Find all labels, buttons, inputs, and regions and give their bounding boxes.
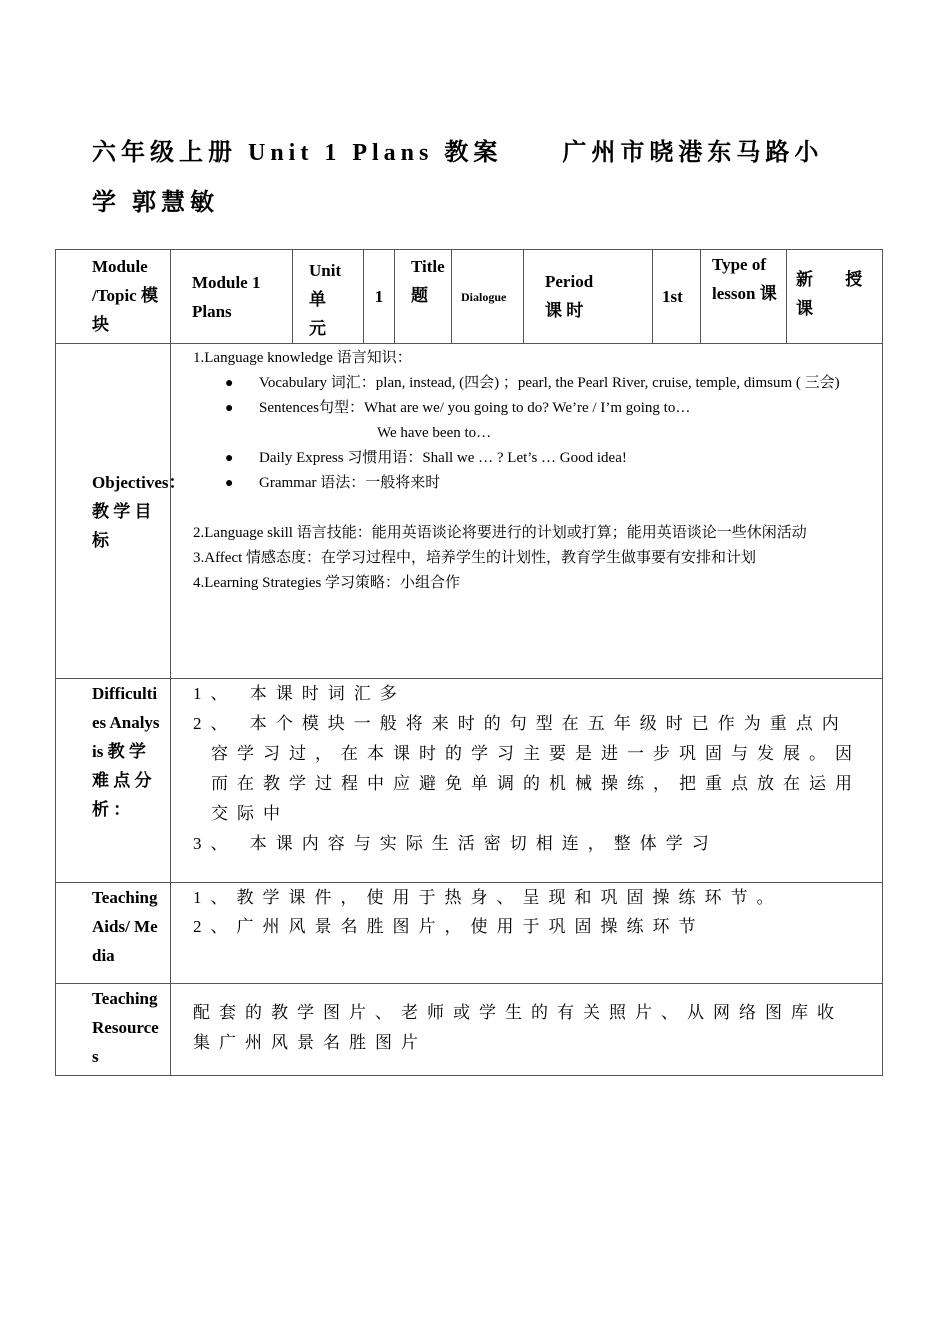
module-value: Module 1 Plans <box>192 272 261 321</box>
type-value: 新 授 课 <box>796 270 863 318</box>
module-topic-label: Module /Topic 模块 <box>92 257 158 334</box>
period-label: Period <box>545 272 594 291</box>
title-value: Dialogue <box>461 289 507 304</box>
knowledge-list <box>193 371 874 421</box>
title-label: Title 题 <box>411 257 445 305</box>
difficulty-2: 2、 本个模块一般将来时的句型在五年级时已作为重点内容学习过，在本课时的学习主要是进一步巩固与发展。因而在教学过程中应避免单调的机械操练，把重点放在运用交际中 <box>193 714 861 823</box>
aids-label: Teaching Aids/ Media <box>92 888 158 965</box>
objectives-row <box>56 344 883 679</box>
daily-express-item: ● Daily Express 习惯用语：Shall we … ? Let’s … Good idea! <box>259 446 874 471</box>
learning-strategies: 4.Learning Strategies 学习策略：小组合作 <box>193 575 461 591</box>
grammar-item: ● Grammar 语法：一般将来时 <box>259 471 874 496</box>
difficulty-3: 3、 本课内容与实际生活密切相连，整体学习 <box>193 834 718 853</box>
objectives-label: Objectives： 教 学 目 标 <box>92 472 186 550</box>
resources-label: Teaching Resources <box>92 989 159 1066</box>
aids-row <box>56 883 883 984</box>
resources-content <box>171 984 882 1058</box>
knowledge-heading: 1.Language knowledge 语言知识： <box>193 350 412 366</box>
sentences-item: ● Sentences句型：What are we/ you going to do? We’re / I’m going to… <box>259 396 874 421</box>
period-value: 1st <box>662 287 683 306</box>
unit-value: 1 <box>374 287 384 306</box>
title-school: 广州市晓港东马路小 <box>562 140 824 166</box>
aid-1: 1、教学课件，使用于热身、呈现和巩固操练环节。 <box>193 888 783 907</box>
title-main: 六年级上册 Unit 1 Plans 教案 <box>92 140 503 166</box>
objectives-content <box>171 344 882 596</box>
difficulties-label: Difficulties Analysis 教 学 难 点 分 析 ： <box>92 684 160 819</box>
type-label: Type of lesson 课 <box>712 255 777 303</box>
document-title <box>92 128 852 228</box>
resources-text: 配套的教学图片、老师或学生的有关照片、从网络图库收集广州风景名胜图片 <box>193 1003 843 1052</box>
resources-row <box>56 984 883 1076</box>
aids-content <box>171 883 882 979</box>
lesson-plan-table <box>55 249 883 1076</box>
vocabulary-item: ● Vocabulary 词汇：plan, instead, (四会) ；pearl, the Pearl River, cruise, temple, dimsum ( 三会) <box>259 371 874 396</box>
language-skill: 2.Language skill 语言技能：能用英语谈论将要进行的计划或打算；能用英语谈论一些休闲活动 <box>193 525 807 541</box>
difficulty-1: 1、 本课时词汇多 <box>193 684 406 703</box>
unit-label: Unit 单元 <box>309 261 342 338</box>
knowledge-list-2 <box>193 446 874 496</box>
period-label-cn: 课 时 <box>545 301 584 320</box>
difficulties-row <box>56 679 883 883</box>
sentences-item-2: We have been to… <box>377 425 492 441</box>
affect: 3.Affect 情感态度：在学习过程中，培养学生的计划性，教育学生做事要有安排和计划 <box>193 550 757 566</box>
title-author: 学 郭慧敏 <box>92 190 219 216</box>
difficulties-content <box>171 679 882 879</box>
aid-2: 2、广州风景名胜图片，使用于巩固操练环节 <box>193 917 705 936</box>
header-row <box>56 250 883 344</box>
